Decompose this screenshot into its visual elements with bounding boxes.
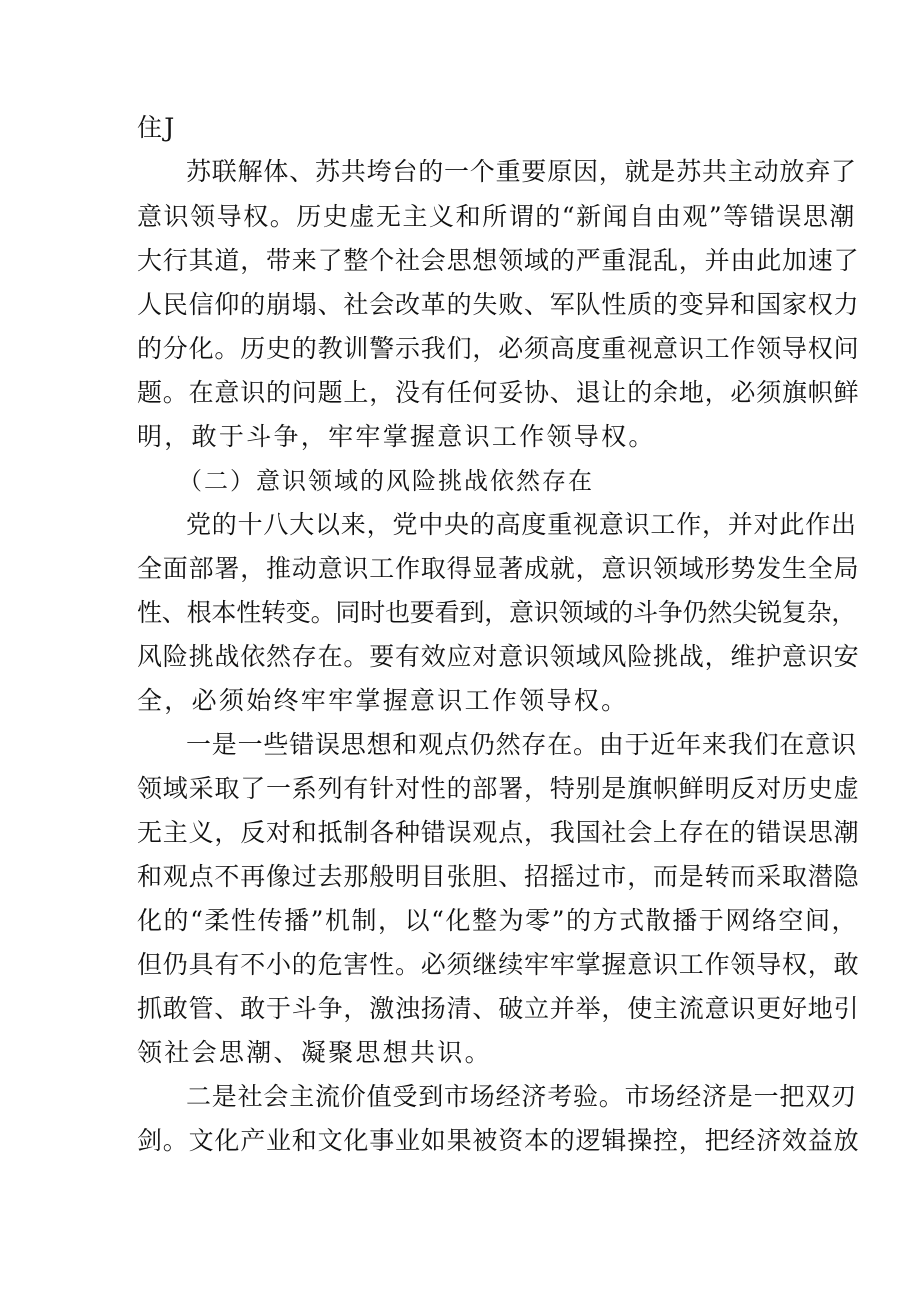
text-line: 题。在意识的问题上，没有任何妥协、退让的余地，必须旗帜鲜 [137,378,860,407]
text-line: 的分化。历史的教训警示我们，必须高度重视意识工作领导权问 [137,334,860,363]
text-line: 领域采取了一系列有针对性的部署，特别是旗帜鲜明反对历史虚 [137,774,860,803]
text-line: 明，敢于斗争，牢牢掌握意识工作领导权。 [137,422,656,451]
text-line: 全，必须始终牢牢掌握意识工作领导权。 [137,686,629,715]
text-line: 大行其道，带来了整个社会思想领域的严重混乱，并由此加速了 [137,246,860,275]
text-line: 无主义，反对和抵制各种错误观点，我国社会上存在的错误思潮 [137,818,860,847]
text-line: 性、根本性转变。同时也要看到，意识领域的斗争仍然尖锐复杂， [137,598,857,627]
paragraph-first-line: 党的十八大以来，党中央的高度重视意识工作，并对此作出 [186,510,857,539]
paragraph-first-line: 一是一些错误思想和观点仍然存在。由于近年来我们在意识 [186,730,857,759]
text-line: 抓敢管、敢于斗争，激浊扬清、破立并举，使主流意识更好地引 [137,994,860,1023]
text-line: 风险挑战依然存在。要有效应对意识领域风险挑战，维护意识安 [137,642,860,671]
text-line: 全面部署，推动意识工作取得显著成就，意识领域形势发生全局 [137,554,860,583]
text-line: 但仍具有不小的危害性。必须继续牢牢掌握意识工作领导权，敢 [137,950,860,979]
text-line: 领社会思潮、凝聚思想共识。 [137,1038,492,1067]
section-heading: （二）意识领域的风险挑战依然存在 [178,467,594,495]
text-line: 住J [137,113,177,142]
text-line: 剑。文化产业和文化事业如果被资本的逻辑操控，把经济效益放 [137,1126,860,1155]
paragraph-first-line: 苏联解体、苏共垮台的一个重要原因，就是苏共主动放弃了 [186,157,857,186]
text-line: 和观点不再像过去那般明目张胆、招摇过市，而是转而采取潜隐 [137,862,860,891]
text-line: 人民信仰的崩塌、社会改革的失败、军队性质的变异和国家权力 [137,290,860,319]
paragraph-first-line: 二是社会主流价值受到市场经济考验。市场经济是一把双刃 [186,1082,857,1111]
text-line: 化的“柔性传播”机制，以“化整为零”的方式散播于网络空间， [137,906,859,935]
text-line: 意识领导权。历史虚无主义和所谓的“新闻自由观”等错误思潮 [137,202,856,231]
